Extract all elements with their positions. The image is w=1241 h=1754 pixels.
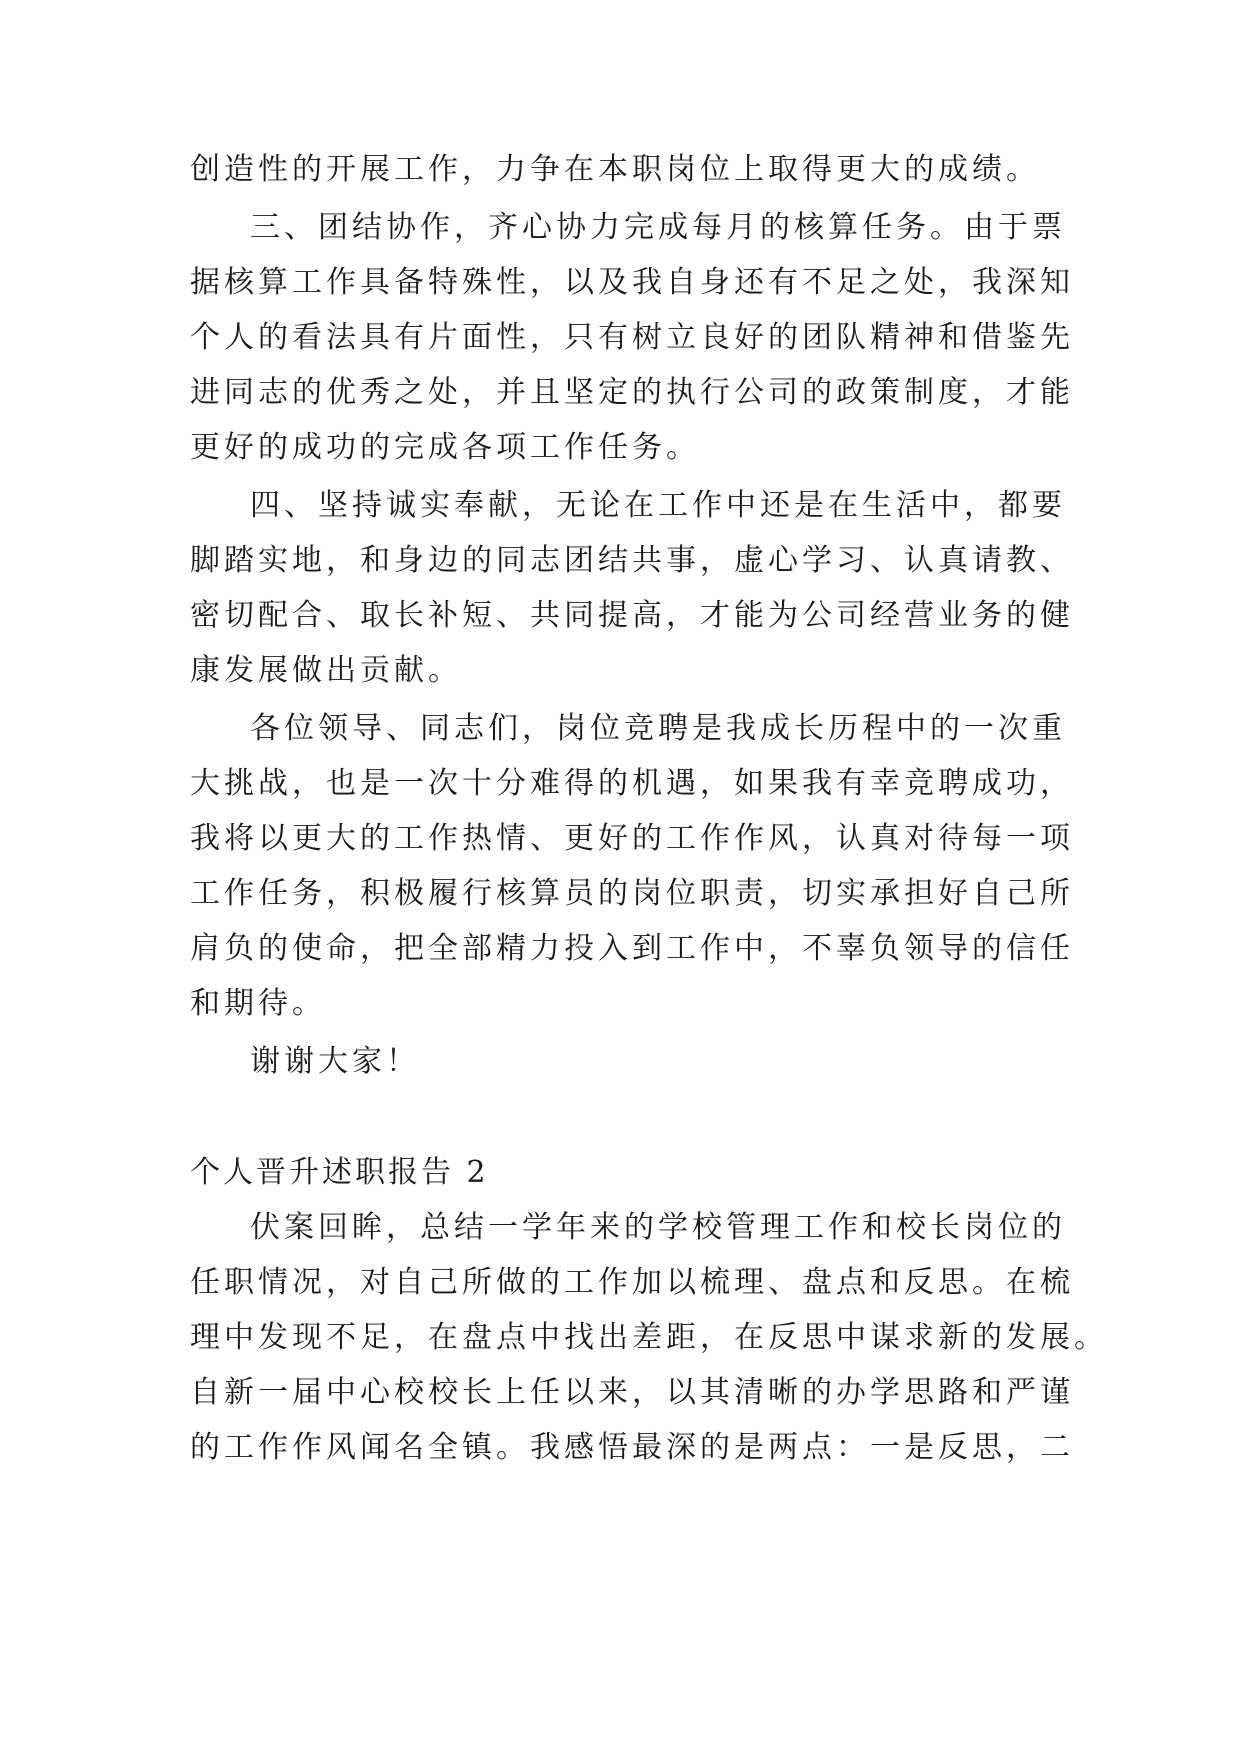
text-line: 的工作作风闻名全镇。我感悟最深的是两点：一是反思，二 [190, 1430, 1074, 1465]
paragraph-start-line: 三、团结协作，齐心协力完成每月的核算任务。由于票 [250, 210, 1066, 245]
text-line: 工作任务，积极履行核算员的岗位职责，切实承担好自己所 [190, 876, 1074, 911]
text-line: 个人的看法具有片面性，只有树立良好的团队精神和借鉴先 [190, 320, 1074, 355]
paragraph-start-line: 伏案回眸，总结一学年来的学校管理工作和校长岗位的 [250, 1210, 1066, 1245]
paragraph-start-line: 四、坚持诚实奉献，无论在工作中还是在生活中，都要 [250, 488, 1066, 523]
text-line: 更好的成功的完成各项工作任务。 [190, 430, 700, 465]
closing-line: 谢谢大家！ [250, 1044, 420, 1079]
text-line: 创造性的开展工作，力争在本职岗位上取得更大的成绩。 [190, 152, 1040, 187]
paragraph-start-line: 各位领导、同志们，岗位竞聘是我成长历程中的一次重 [250, 711, 1066, 746]
text-line: 自新一届中心校校长上任以来，以其清晰的办学思路和严谨 [190, 1375, 1074, 1410]
section-heading: 个人晋升述职报告 2 [190, 1155, 489, 1190]
text-line: 康发展做出贡献。 [190, 653, 462, 688]
text-line: 据核算工作具备特殊性，以及我自身还有不足之处，我深知 [190, 265, 1074, 300]
text-line: 任职情况，对自己所做的工作加以梳理、盘点和反思。在梳 [190, 1265, 1074, 1300]
text-line: 进同志的优秀之处，并且坚定的执行公司的政策制度，才能 [190, 375, 1074, 410]
text-line: 脚踏实地，和身边的同志团结共事，虚心学习、认真请教、 [190, 543, 1074, 578]
text-line: 大挑战，也是一次十分难得的机遇，如果我有幸竞聘成功， [190, 766, 1074, 801]
text-line: 和期待。 [190, 986, 326, 1021]
text-line: 我将以更大的工作热情、更好的工作作风，认真对待每一项 [190, 821, 1074, 856]
text-line: 理中发现不足，在盘点中找出差距，在反思中谋求新的发展。 [190, 1320, 1108, 1355]
text-line: 密切配合、取长补短、共同提高，才能为公司经营业务的健 [190, 598, 1074, 633]
text-line: 肩负的使命，把全部精力投入到工作中，不辜负领导的信任 [190, 931, 1074, 966]
